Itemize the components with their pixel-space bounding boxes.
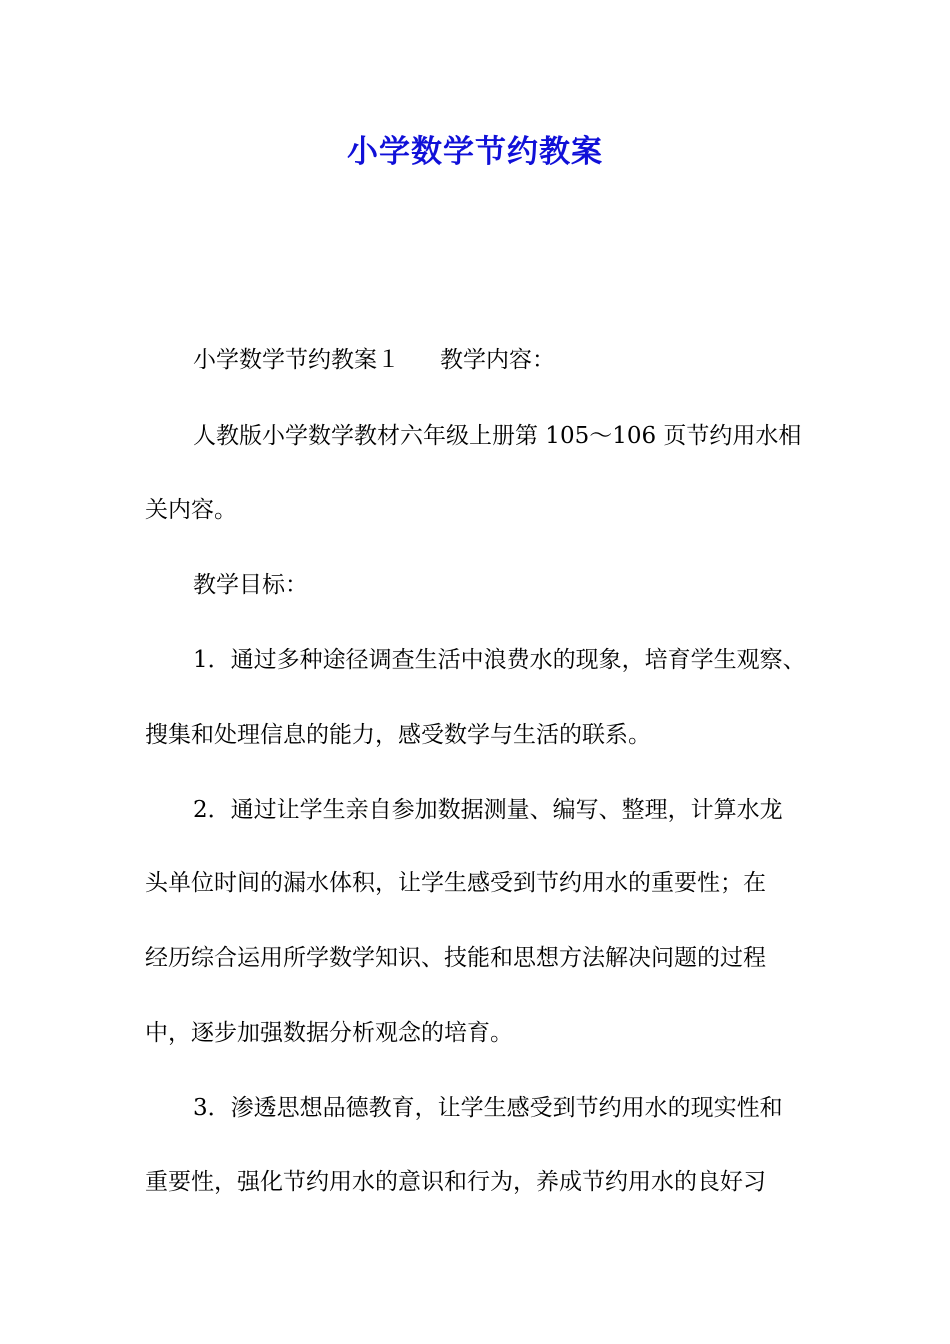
paragraph-line-2: 人教版小学数学教材六年级上册第 105～106 页节约用水相 <box>193 423 802 449</box>
paragraph-line-7: 2．通过让学生亲自参加数据测量、编写、整理，计算水龙 <box>193 797 783 823</box>
document-title: 小学数学节约教案 <box>347 134 603 170</box>
paragraph-line-4: 教学目标： <box>193 572 308 598</box>
paragraph-line-6: 搜集和处理信息的能力，感受数学与生活的联系。 <box>145 722 651 748</box>
paragraph-line-3: 关内容。 <box>145 497 237 523</box>
paragraph-line-11: 3．渗透思想品德教育，让学生感受到节约用水的现实性和 <box>193 1095 783 1121</box>
paragraph-line-5: 1．通过多种途径调查生活中浪费水的现象，培育学生观察、 <box>193 647 806 673</box>
paragraph-line-9: 经历综合运用所学数学知识、技能和思想方法解决问题的过程 <box>145 945 766 971</box>
paragraph-line-8: 头单位时间的漏水体积，让学生感受到节约用水的重要性；在 <box>145 870 766 896</box>
paragraph-line-10: 中，逐步加强数据分析观念的培育。 <box>145 1020 513 1046</box>
teaching-content-label: 教学内容： <box>440 347 555 373</box>
paragraph-line-12: 重要性，强化节约用水的意识和行为，养成节约用水的良好习 <box>145 1169 766 1195</box>
lesson-heading: 小学数学节约教案１ <box>193 347 400 373</box>
paragraph-line-1 <box>193 343 555 377</box>
